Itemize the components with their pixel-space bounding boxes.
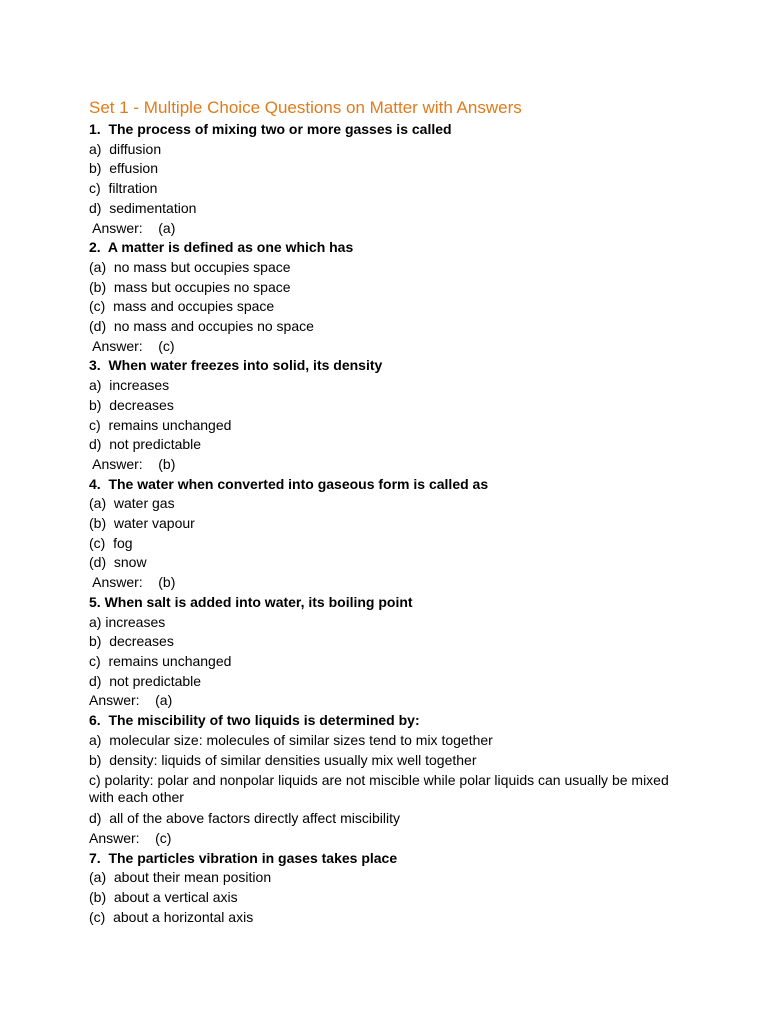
question-block-5 xyxy=(89,593,689,711)
option-a: (a) no mass but occupies space xyxy=(89,258,291,275)
option-b: (b) water vapour xyxy=(89,515,195,532)
option-c: c) filtration xyxy=(89,180,158,197)
option-b: b) decreases xyxy=(89,633,174,650)
question-text: 7. The particles vibration in gases takes place xyxy=(89,849,398,866)
answer-line: Answer: (b) xyxy=(89,455,176,472)
question-text: 1. The process of mixing two or more gasses is called xyxy=(89,121,452,137)
option-b: (b) about a vertical axis xyxy=(89,889,238,906)
question-block-2 xyxy=(89,238,689,356)
option-c: (c) mass and occupies space xyxy=(89,298,275,315)
answer-line: Answer: (a) xyxy=(89,692,173,709)
option-d: d) not predictable xyxy=(89,436,202,453)
option-a: a) increases xyxy=(89,377,170,394)
question-text: 5. When salt is added into water, its boiling point xyxy=(89,593,413,610)
option-c: c) remains unchanged xyxy=(89,652,232,669)
option-a: a) molecular size: molecules of similar sizes tend to mix together xyxy=(89,731,493,748)
option-d: (d) snow xyxy=(89,554,147,571)
option-b: (b) mass but occupies no space xyxy=(89,278,291,295)
option-c: c) remains unchanged xyxy=(89,416,232,433)
answer-line: Answer: (a) xyxy=(89,219,176,236)
option-d: d) not predictable xyxy=(89,672,202,689)
option-c: (c) about a horizontal axis xyxy=(89,908,254,925)
option-b: b) effusion xyxy=(89,160,159,177)
option-b: b) decreases xyxy=(89,396,174,413)
option-d: d) all of the above factors directly affect miscibility xyxy=(89,810,400,827)
option-a: (a) water gas xyxy=(89,495,175,512)
question-text: 6. The miscibility of two liquids is determined by: xyxy=(89,712,420,729)
question-text: 3. When water freezes into solid, its density xyxy=(89,357,383,374)
answer-line: Answer: (b) xyxy=(89,574,176,591)
option-a: a) diffusion xyxy=(89,140,162,157)
question-block-7 xyxy=(89,849,689,928)
option-b: b) density: liquids of similar densities usually mix well together xyxy=(89,751,477,768)
option-a: a) increases xyxy=(89,613,166,630)
option-c: (c) fog xyxy=(89,534,133,551)
answer-line: Answer: (c) xyxy=(89,337,175,354)
question-text: 4. The water when converted into gaseous form is called as xyxy=(89,475,489,492)
question-block-3 xyxy=(89,356,689,474)
document-page xyxy=(89,96,689,927)
option-d: d) sedimentation xyxy=(89,199,197,216)
option-a: (a) about their mean position xyxy=(89,869,272,886)
question-block-6 xyxy=(89,711,689,849)
question-block-4 xyxy=(89,475,689,593)
question-block-1 xyxy=(89,120,689,238)
question-text: 2. A matter is defined as one which has xyxy=(89,239,354,256)
option-c: c) polarity: polar and nonpolar liquids are not miscible while polar liquids can usually be mixed with each other xyxy=(89,772,669,806)
answer-line: Answer: (c) xyxy=(89,829,172,846)
option-d: (d) no mass and occupies no space xyxy=(89,318,314,335)
page-title: Set 1 - Multiple Choice Questions on Matter with Answers xyxy=(89,98,522,117)
